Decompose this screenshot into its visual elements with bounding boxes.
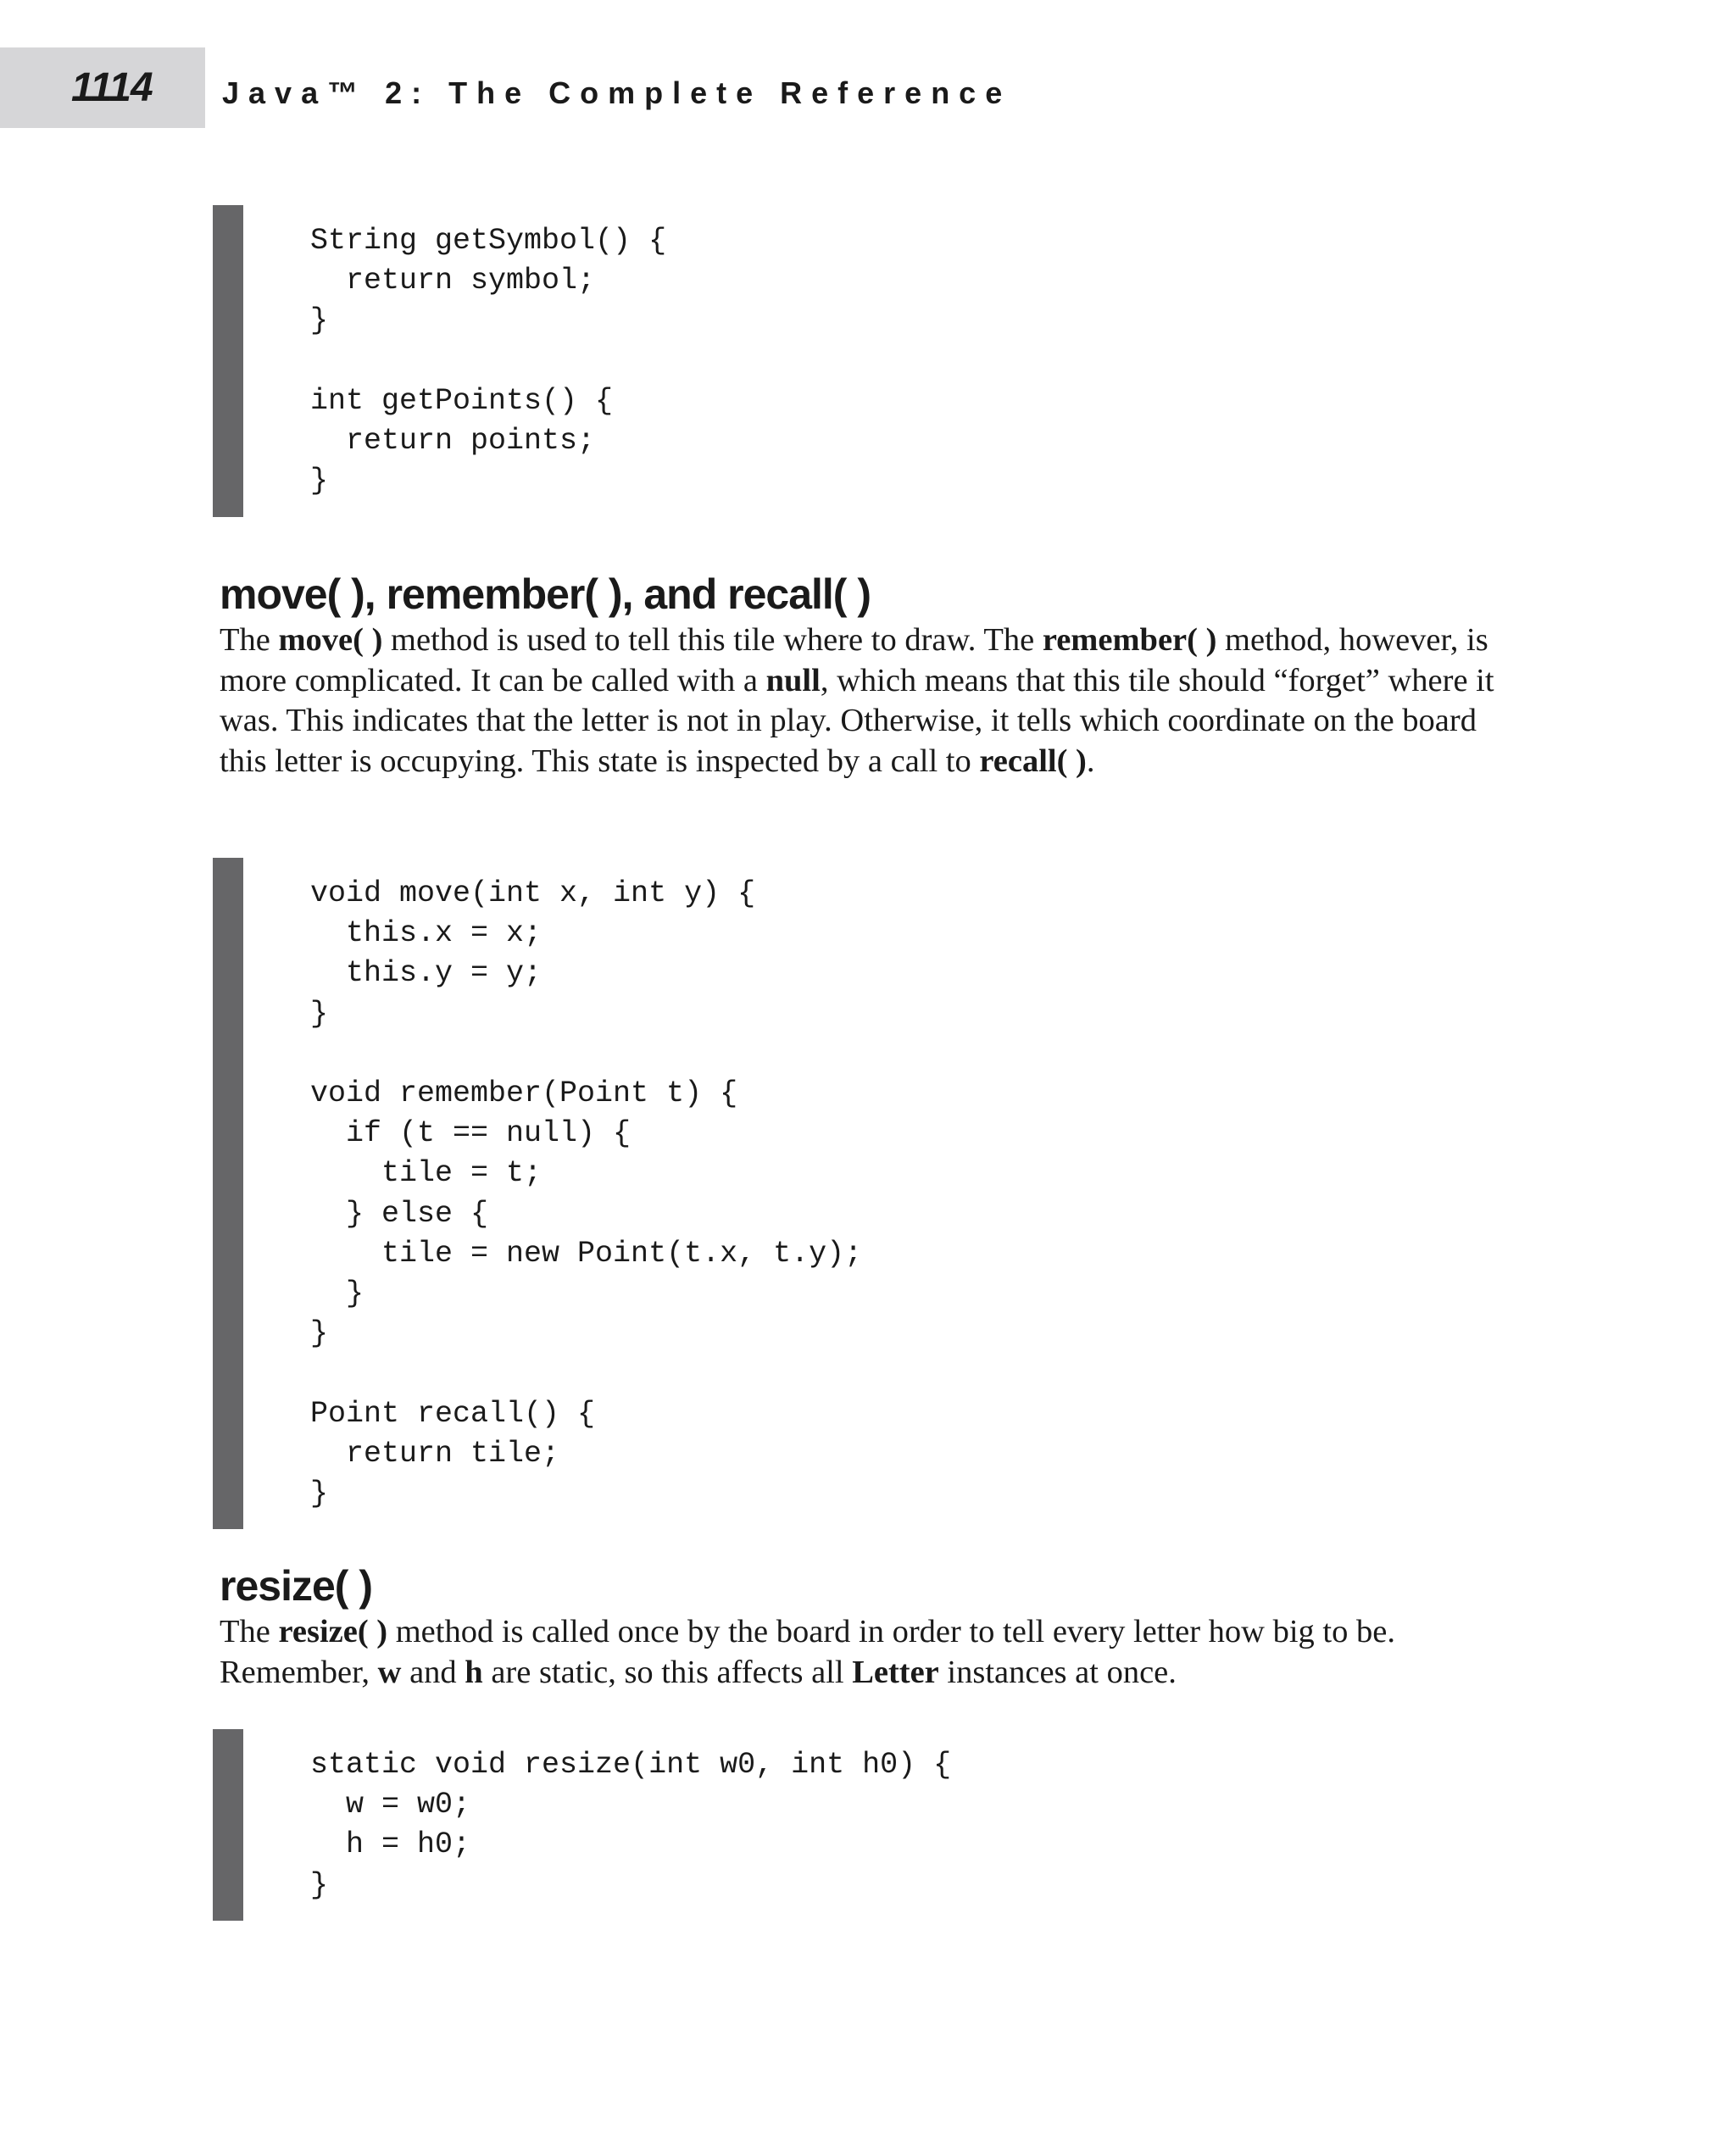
page-number: 1114 — [71, 65, 153, 110]
bold-term: resize( ) — [278, 1614, 388, 1649]
section-paragraph-move-remember-recall: The move( ) method is used to tell this tile where to draw. The remember( ) method, however, is more complicated. It can be called with a null, which means that this tile should “forget” where it was. This indicates that the letter is not in play. Otherwise, it tells which coordinate on the board this letter is occupying. This state is inspected by a call to recall( ). — [220, 622, 1494, 779]
bold-term: null — [765, 662, 821, 698]
section-paragraph-resize: The resize( ) method is called once by the board in order to tell every letter how big to be. Remember, w and h are static, so this affects all Letter instances at once. — [220, 1614, 1395, 1690]
section-heading-resize: resize( ) — [220, 1562, 372, 1610]
bold-term: Letter — [852, 1654, 939, 1690]
bold-term: recall( ) — [979, 743, 1087, 779]
bold-term: h — [465, 1654, 483, 1690]
bold-term: remember( ) — [1042, 622, 1217, 658]
code-listing: String getSymbol() { return symbol; } int getPoints() { return points; } — [310, 224, 667, 498]
section-heading-move-remember-recall: move( ), remember( ), and recall( ) — [220, 570, 871, 618]
bold-term: move( ) — [278, 622, 383, 658]
code-listing: void move(int x, int y) { this.x = x; this.y = y; } void remember(Point t) { if (t == null) { tile = t; } else { tile = new Point(t.x, t.y); } } Point recall() { return tile; } — [310, 876, 863, 1511]
code-block-bar — [213, 205, 243, 517]
code-block-bar — [213, 1729, 243, 1921]
bold-term: w — [377, 1654, 402, 1690]
code-listing: static void resize(int w0, int h0) { w = w0; h = h0; } — [310, 1748, 952, 1902]
running-head: Java™ 2: The Complete Reference — [222, 75, 1012, 110]
code-block-bar — [213, 858, 243, 1529]
